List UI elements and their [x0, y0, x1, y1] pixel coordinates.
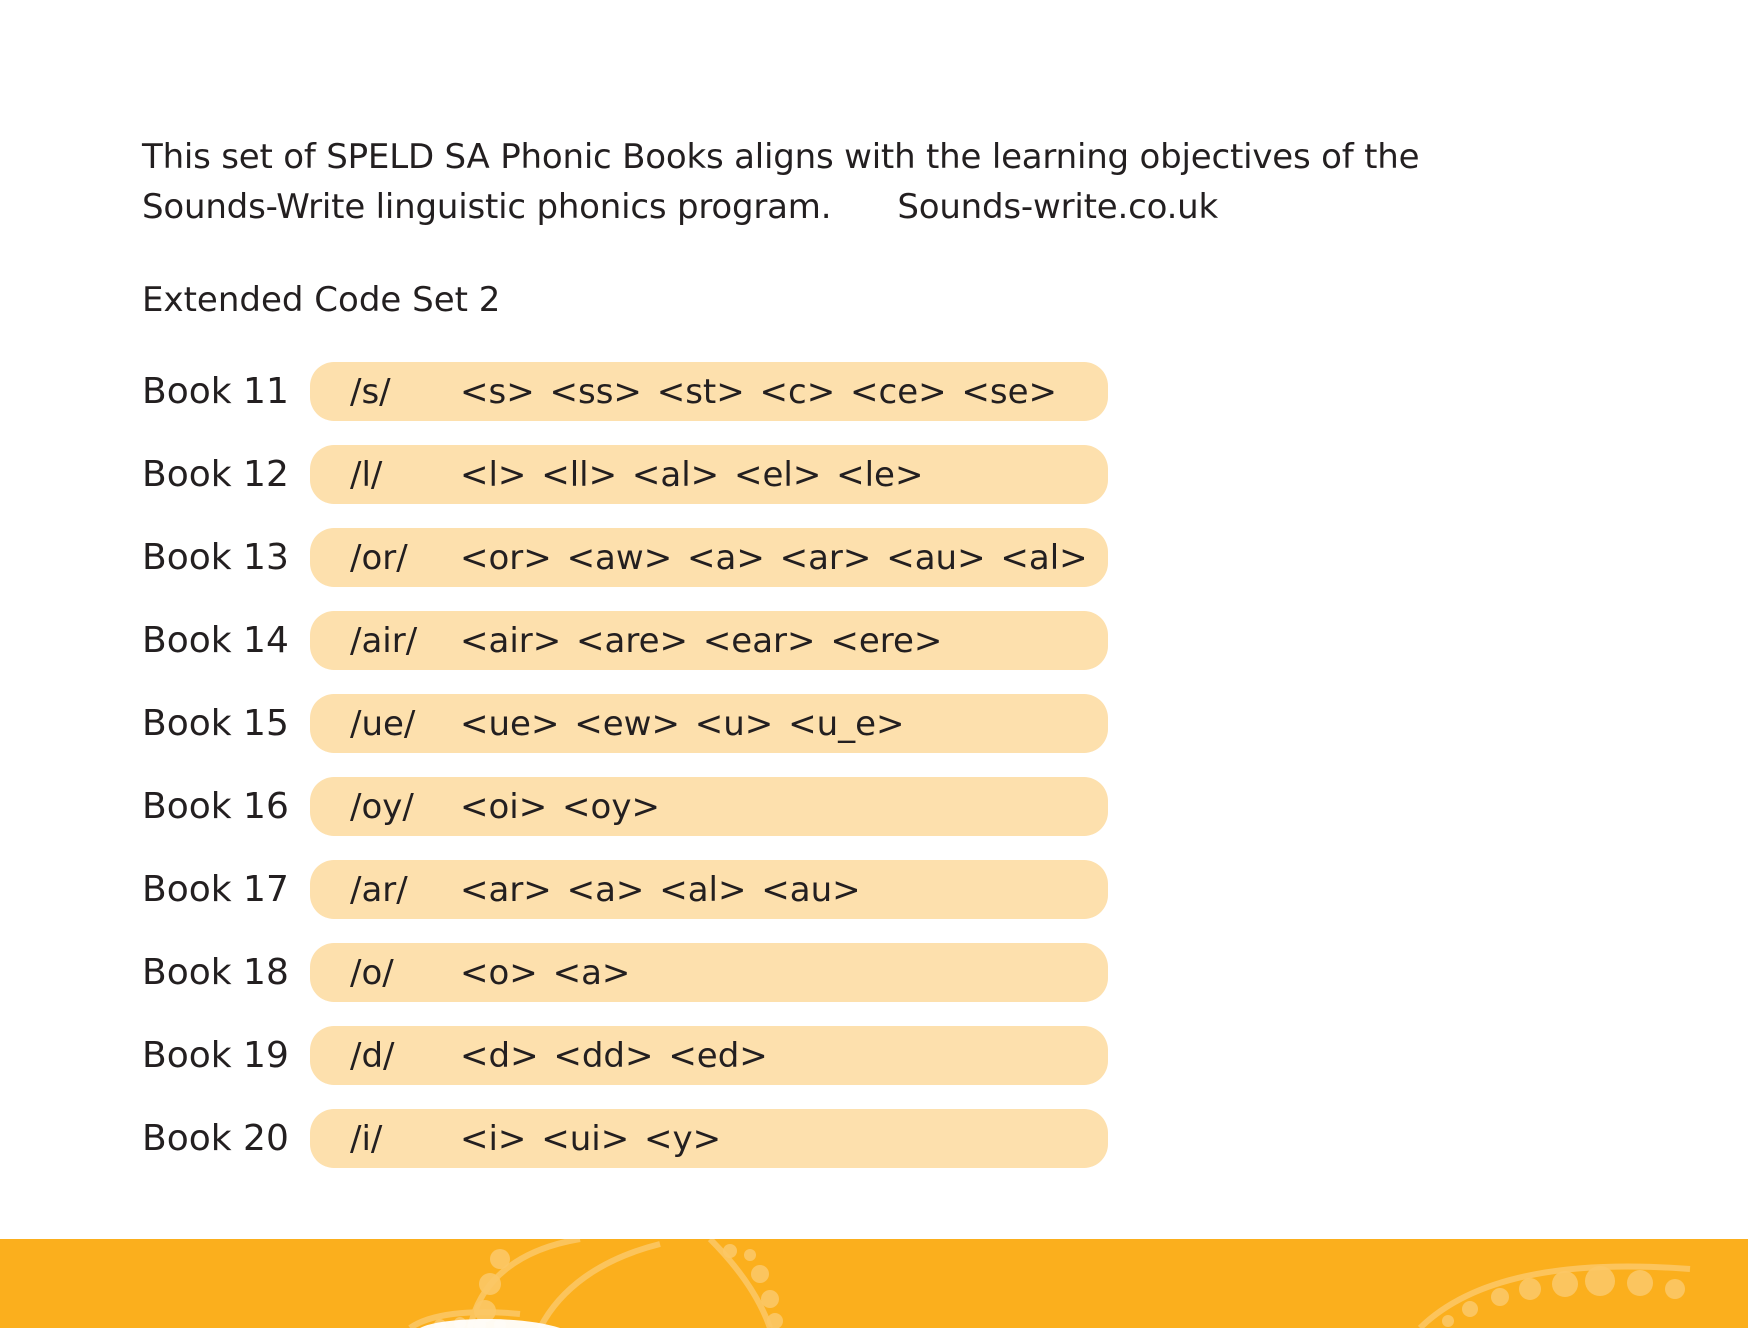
book-label: Book 16 — [142, 786, 289, 827]
sound-spellings: <ar> <a> <al> <au> — [460, 869, 861, 910]
sound-pill — [310, 1109, 1108, 1168]
book-row — [142, 445, 1108, 504]
sound-phoneme: /oy/ — [350, 786, 414, 827]
sound-phoneme: /air/ — [350, 620, 418, 661]
sound-pill — [310, 445, 1108, 504]
sound-spellings: <d> <dd> <ed> — [460, 1035, 768, 1076]
set-title: Extended Code Set 2 — [142, 280, 501, 320]
sound-phoneme: /ar/ — [350, 869, 408, 910]
sound-spellings: <s> <ss> <st> <c> <ce> <se> — [460, 371, 1058, 412]
sound-spellings: <or> <aw> <a> <ar> <au> <al> — [460, 537, 1088, 578]
intro-line-1: This set of SPELD SA Phonic Books aligns with the learning objectives of the — [142, 137, 1420, 177]
sound-phoneme: /s/ — [350, 371, 391, 412]
sound-phoneme: /ue/ — [350, 703, 416, 744]
book-row — [142, 1109, 1108, 1168]
book-row — [142, 694, 1108, 753]
dot-art-pattern-icon — [0, 1239, 1748, 1328]
book-list — [142, 362, 1108, 1192]
sound-spellings: <air> <are> <ear> <ere> — [460, 620, 943, 661]
book-label: Book 19 — [142, 1035, 289, 1076]
website-link[interactable]: Sounds-write.co.uk — [897, 187, 1219, 227]
book-label: Book 15 — [142, 703, 289, 744]
book-row — [142, 528, 1108, 587]
sound-spellings: <i> <ui> <y> — [460, 1118, 722, 1159]
sound-phoneme: /i/ — [350, 1118, 383, 1159]
sound-spellings: <oi> <oy> — [460, 786, 660, 827]
book-label: Book 20 — [142, 1118, 289, 1159]
book-row — [142, 943, 1108, 1002]
sound-pill — [310, 860, 1108, 919]
sound-pill — [310, 777, 1108, 836]
sound-phoneme: /l/ — [350, 454, 383, 495]
book-row — [142, 777, 1108, 836]
sound-pill — [310, 611, 1108, 670]
sound-spellings: <o> <a> — [460, 952, 631, 993]
book-row — [142, 1026, 1108, 1085]
intro-program: Sounds-Write linguistic phonics program. — [142, 187, 832, 227]
intro-text — [142, 132, 1642, 232]
sound-pill — [310, 694, 1108, 753]
book-label: Book 17 — [142, 869, 289, 910]
book-label: Book 11 — [142, 371, 289, 412]
sound-pill — [310, 362, 1108, 421]
sound-spellings: <ue> <ew> <u> <u_e> — [460, 703, 905, 744]
sound-phoneme: /or/ — [350, 537, 408, 578]
intro-line-2 — [142, 182, 1642, 232]
book-label: Book 13 — [142, 537, 289, 578]
book-row — [142, 611, 1108, 670]
sound-phoneme: /o/ — [350, 952, 394, 993]
sound-pill — [310, 943, 1108, 1002]
book-label: Book 12 — [142, 454, 289, 495]
book-label: Book 18 — [142, 952, 289, 993]
sound-spellings: <l> <ll> <al> <el> <le> — [460, 454, 924, 495]
sound-phoneme: /d/ — [350, 1035, 395, 1076]
sound-pill — [310, 528, 1108, 587]
sound-pill — [310, 1026, 1108, 1085]
footer-band — [0, 1239, 1748, 1328]
book-row — [142, 860, 1108, 919]
book-row — [142, 362, 1108, 421]
book-label: Book 14 — [142, 620, 289, 661]
